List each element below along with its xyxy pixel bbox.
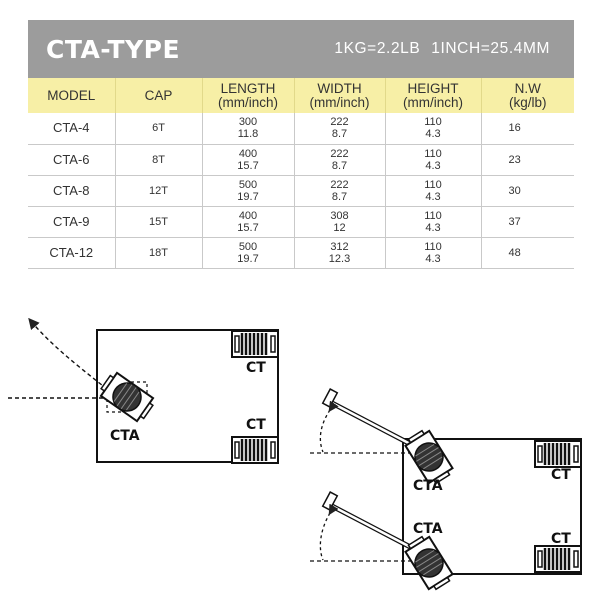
cell-width: 308 12 [294,206,385,237]
cta-label: CTA [413,478,443,494]
title-banner [28,20,574,78]
cta-label: CTA [110,428,140,444]
ct-label: CT [551,531,571,547]
table-row [28,206,574,237]
cell-model: CTA-9 [28,206,115,237]
usage-diagram [0,290,600,600]
cell-width: 222 8.7 [294,113,385,144]
table-header-row [28,78,574,113]
cell-height: 110 4.3 [385,113,481,144]
table-row [28,175,574,206]
cell-length: 500 19.7 [202,175,294,206]
unit-conversion: 1KG=2.2LB 1INCH=25.4MM [334,40,550,57]
table-row [28,144,574,175]
cell-cap: 18T [115,237,202,268]
product-title: CTA-TYPE [46,34,181,64]
header-length: LENGTH (mm/inch) [202,78,294,113]
cell-length: 300 11.8 [202,113,294,144]
cell-model: CTA-12 [28,237,115,268]
header-nw: N.W (kg/lb) [481,78,574,113]
cell-height: 110 4.3 [385,144,481,175]
cell-width: 222 8.7 [294,175,385,206]
ct-label: CT [246,417,266,433]
ct-roller-icon [535,441,581,467]
table-row [28,113,574,144]
ct-roller-icon [232,437,278,463]
cell-nw: 30 [481,175,574,206]
cell-length: 400 15.7 [202,144,294,175]
ct-label: CT [551,467,571,483]
cell-nw: 37 [481,206,574,237]
cell-cap: 8T [115,144,202,175]
header-height: HEIGHT (mm/inch) [385,78,481,113]
table-row [28,237,574,268]
cell-nw: 48 [481,237,574,268]
cell-nw: 23 [481,144,574,175]
ct-label: CT [246,360,266,376]
header-width: WIDTH (mm/inch) [294,78,385,113]
cell-height: 110 4.3 [385,237,481,268]
cell-nw: 16 [481,113,574,144]
cell-model: CTA-4 [28,113,115,144]
cell-height: 110 4.3 [385,175,481,206]
cell-width: 222 8.7 [294,144,385,175]
cell-cap: 6T [115,113,202,144]
cell-length: 400 15.7 [202,206,294,237]
cell-cap: 12T [115,175,202,206]
cell-length: 500 19.7 [202,237,294,268]
cell-width: 312 12.3 [294,237,385,268]
cell-model: CTA-8 [28,175,115,206]
spec-table [28,78,574,269]
cell-cap: 15T [115,206,202,237]
cta-roller-icon [403,534,454,593]
left-scene [8,320,278,463]
steering-handle-icon [323,389,418,448]
right-scene [310,389,581,592]
cta-roller-icon [98,371,157,424]
header-cap: CAP [115,78,202,113]
ct-roller-icon [535,546,581,572]
cell-model: CTA-6 [28,144,115,175]
cta-label: CTA [413,521,443,537]
ct-roller-icon [232,331,278,357]
header-model: MODEL [28,78,115,113]
cell-height: 110 4.3 [385,206,481,237]
